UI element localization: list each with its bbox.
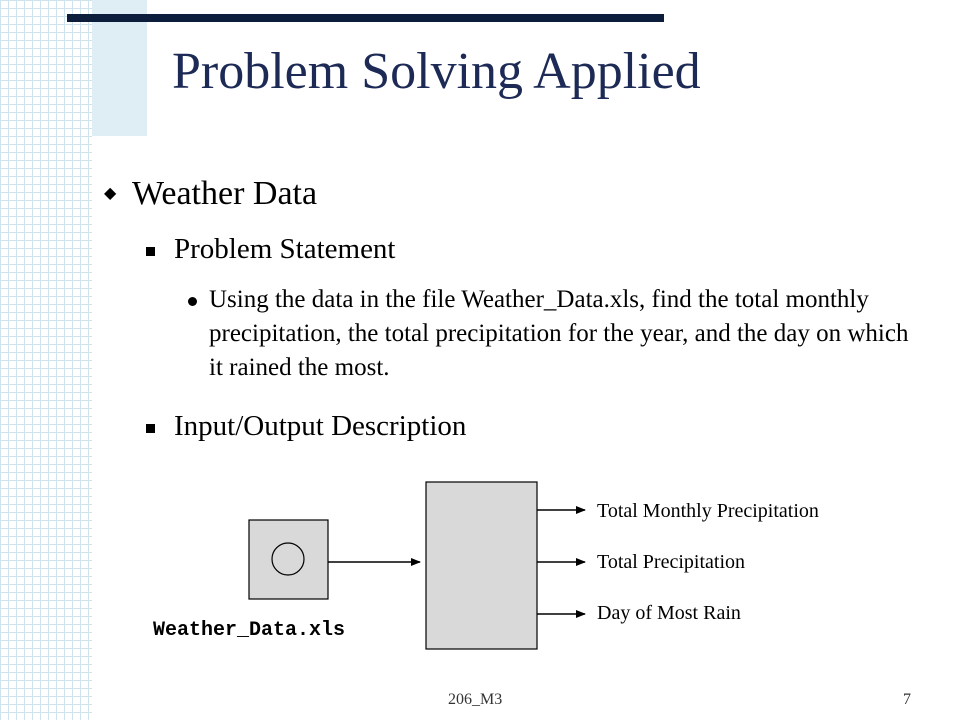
footer-page-number: 7 bbox=[903, 691, 911, 708]
slide-title: Problem Solving Applied bbox=[172, 43, 701, 100]
diamond-bullet-icon: ◆ bbox=[104, 185, 117, 202]
square-bullet-icon bbox=[146, 247, 155, 256]
input-file-label: Weather_Data.xls bbox=[153, 619, 346, 642]
footer-course-code: 206_M3 bbox=[448, 691, 503, 708]
bullet-text: Using the data in the file Weather_Data.xls, find the total monthly precipitation, the total precipitation for the year, and the day on which it rained the most. bbox=[209, 286, 909, 381]
output-label-most-rain: Day of Most Rain bbox=[597, 602, 741, 624]
output-label-monthly: Total Monthly Precipitation bbox=[597, 500, 819, 522]
square-bullet-icon bbox=[146, 424, 155, 433]
process-box bbox=[426, 482, 537, 649]
title-accent-bar bbox=[67, 14, 664, 22]
left-grid-decoration bbox=[0, 0, 92, 720]
disk-icon bbox=[272, 543, 304, 575]
bullet-text: Weather Data bbox=[132, 175, 318, 212]
bullet-text: Input/Output Description bbox=[174, 410, 467, 442]
output-label-total: Total Precipitation bbox=[597, 551, 746, 573]
round-bullet-icon bbox=[188, 297, 197, 306]
bullet-text: Problem Statement bbox=[174, 233, 396, 265]
